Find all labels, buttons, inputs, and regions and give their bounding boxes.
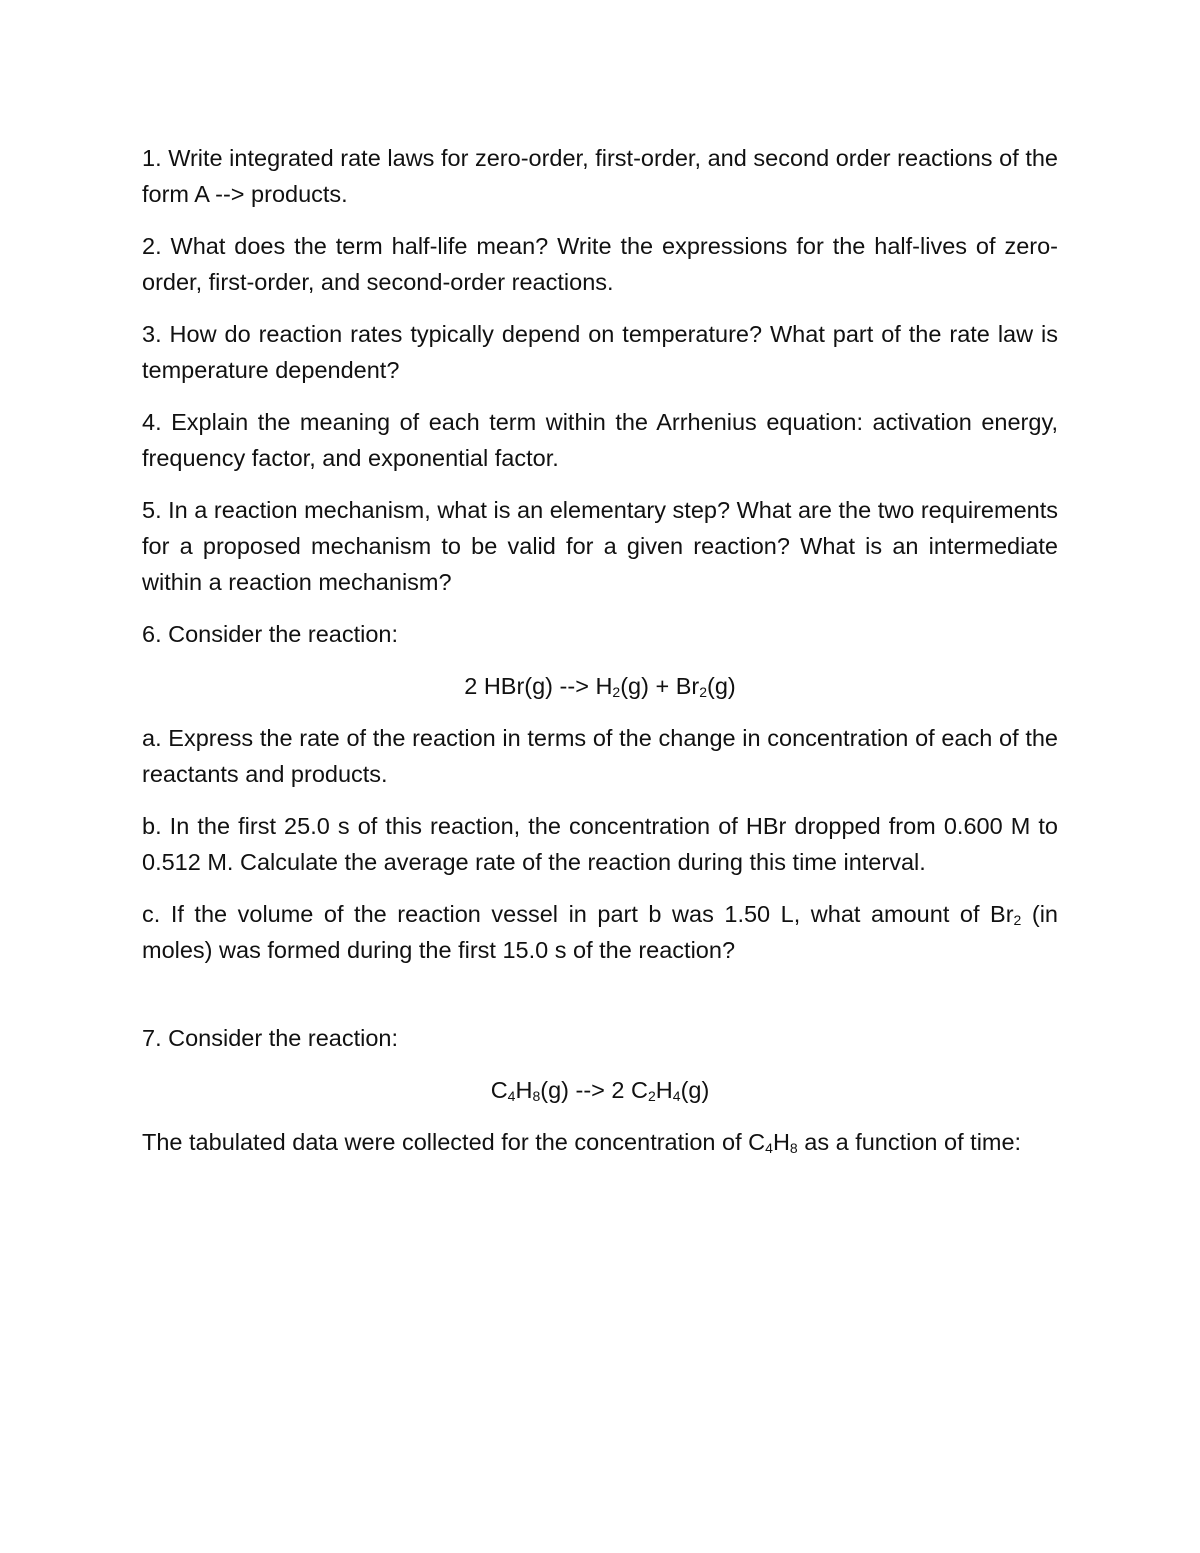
equation-part: H bbox=[515, 1077, 533, 1103]
text-part: H bbox=[772, 1129, 790, 1155]
equation-part: C bbox=[490, 1077, 508, 1103]
question-6-intro: 6. Consider the reaction: bbox=[142, 621, 399, 647]
question-7-equation bbox=[142, 1072, 1058, 1108]
equation-subscript: 2 bbox=[699, 684, 708, 700]
question-2: 2. What does the term half-life mean? Write the expressions for the half-lives of zero-order, first-order, and second-order reactions. bbox=[142, 233, 1058, 295]
equation-part: 2 HBr(g) --> H bbox=[464, 673, 613, 699]
equation-subscript: 4 bbox=[672, 1088, 681, 1104]
subscript: 2 bbox=[1013, 912, 1022, 928]
equation-part: (g) bbox=[707, 673, 736, 699]
text-part: c. If the volume of the reaction vessel in part b was 1.50 L, what amount of Br bbox=[142, 901, 1014, 927]
blank-line bbox=[142, 984, 1058, 1020]
question-4: 4. Explain the meaning of each term within the Arrhenius equation: activation energy, frequency factor, and exponential factor. bbox=[142, 409, 1058, 471]
text-part: The tabulated data were collected for the concentration of C bbox=[142, 1129, 766, 1155]
equation-subscript: 2 bbox=[647, 1088, 656, 1104]
equation-part: (g) + Br bbox=[620, 673, 700, 699]
question-5: 5. In a reaction mechanism, what is an elementary step? What are the two requirements for a proposed mechanism to be valid for a given reaction? What is an intermediate within a reaction mechanism? bbox=[142, 497, 1058, 595]
equation-subscript: 2 bbox=[612, 684, 621, 700]
document-body bbox=[142, 140, 1058, 1176]
question-6a: a. Express the rate of the reaction in terms of the change in concentration of each of the reactants and products. bbox=[142, 725, 1058, 787]
question-7-intro: 7. Consider the reaction: bbox=[142, 1025, 399, 1051]
question-6b: b. In the first 25.0 s of this reaction, the concentration of HBr dropped from 0.600 M to 0.512 M. Calculate the average rate of the reaction during this time interval. bbox=[142, 813, 1058, 875]
equation-subscript: 8 bbox=[532, 1088, 541, 1104]
question-7-text bbox=[142, 1124, 1058, 1160]
question-6-equation bbox=[142, 668, 1058, 704]
subscript: 8 bbox=[789, 1140, 798, 1156]
text-part: (in moles) was formed during the first 15.0 s of the reaction? bbox=[142, 901, 1058, 963]
question-3: 3. How do reaction rates typically depend on temperature? What part of the rate law is temperature dependent? bbox=[142, 321, 1058, 383]
equation-subscript: 4 bbox=[507, 1088, 516, 1104]
subscript: 4 bbox=[765, 1140, 773, 1156]
question-6c bbox=[142, 896, 1058, 968]
equation-part: H bbox=[655, 1077, 673, 1103]
equation-part: (g) --> 2 C bbox=[540, 1077, 648, 1103]
question-1: 1. Write integrated rate laws for zero-order, first-order, and second order reactions of the form A --> products. bbox=[142, 145, 1058, 207]
text-part: as a function of time: bbox=[797, 1129, 1022, 1155]
equation-part: (g) bbox=[680, 1077, 710, 1103]
